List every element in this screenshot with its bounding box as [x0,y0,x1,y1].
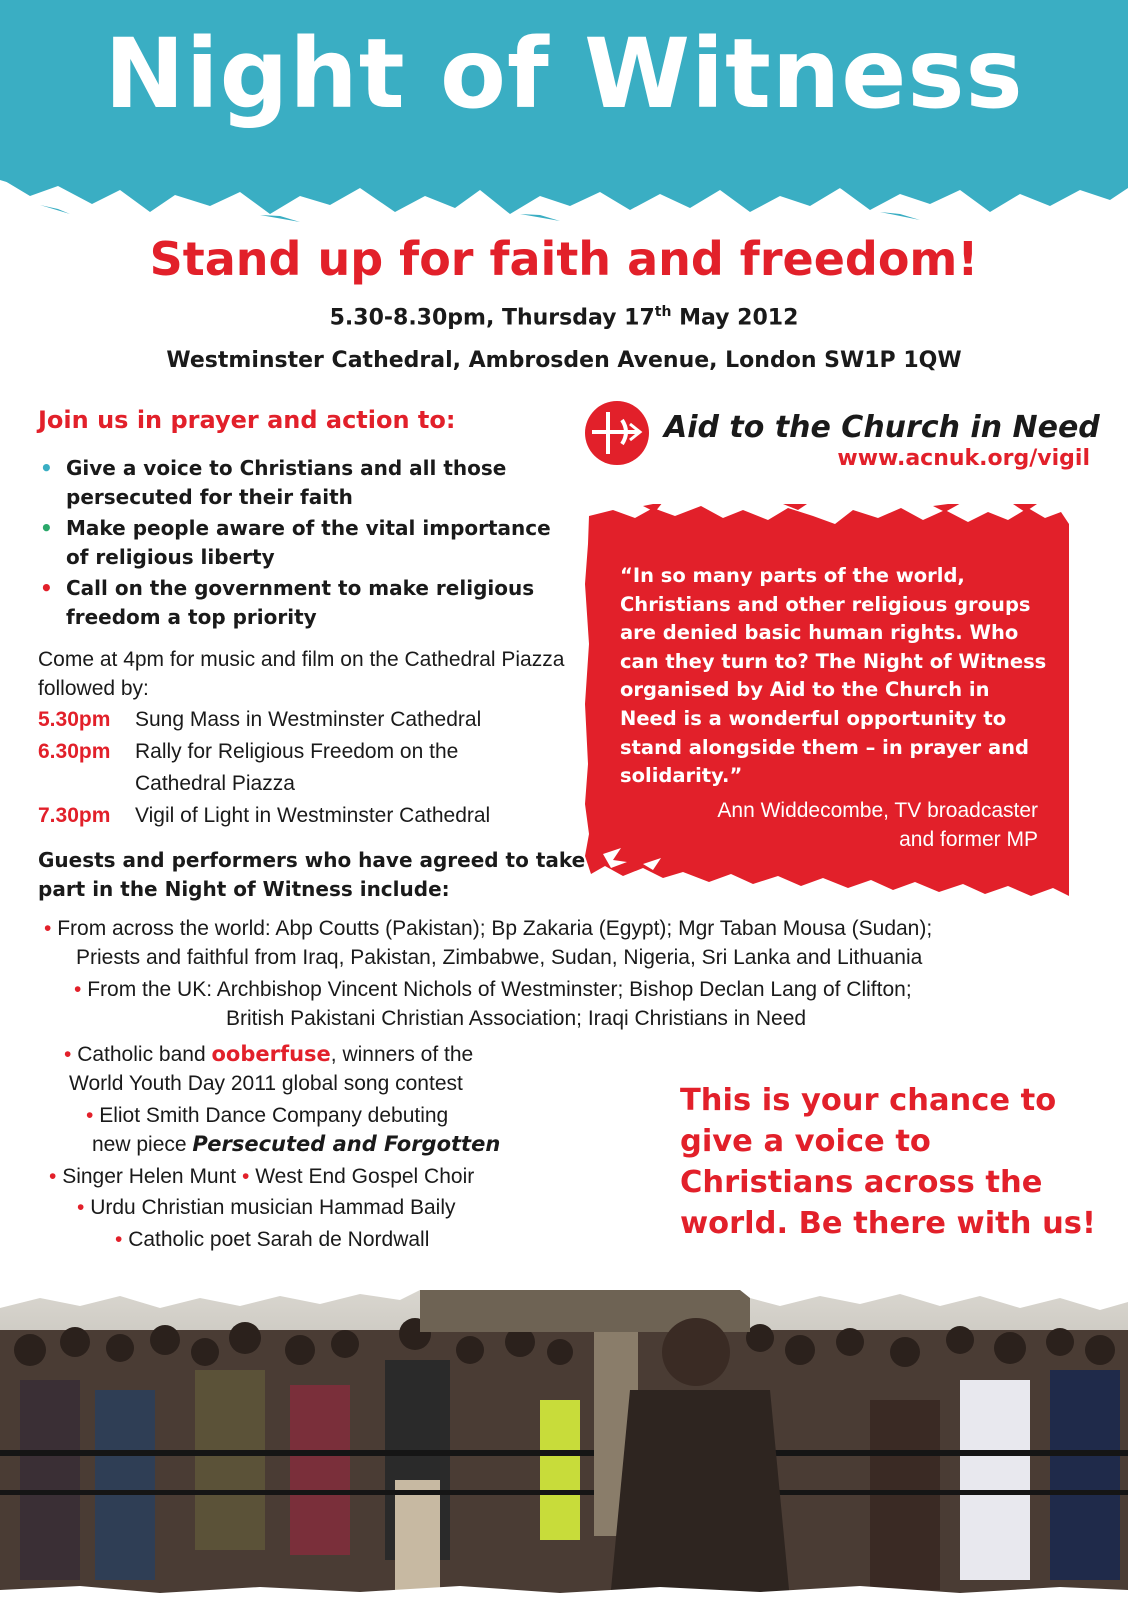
organisation-url[interactable]: www.acnuk.org/vigil [837,446,1090,471]
join-heading: Join us in prayer and action to: [38,406,456,434]
schedule-time: 5.30pm [38,708,111,731]
bullet-icon: • [86,1104,94,1127]
schedule-item [38,800,598,832]
guest-line [86,1101,448,1130]
event-venue: Westminster Cathedral, Ambrosden Avenue, London SW1P 1QW [166,348,962,373]
intro-text: Come at 4pm for music and film on the Cathedral Piazza followed by: [38,648,565,700]
schedule-text: Rally for Religious Freedom on the Cathedral Piazza [135,740,459,795]
guest-text: Catholic poet Sarah de Nordwall [128,1228,430,1251]
schedule-time: 7.30pm [38,804,111,827]
bullet-icon: • [49,1165,57,1188]
guest-text: West End Gospel Choir [255,1165,475,1188]
headline: Stand up for faith and freedom! [149,232,979,286]
bullet-icon: • [74,978,82,1001]
page-title: Night of Witness [104,18,1024,130]
dance-piece-title: Persecuted and Forgotten [192,1132,501,1156]
bullet-icon: • [40,516,53,540]
schedule-text: Vigil of Light in Westminster Cathedral [135,804,491,827]
acn-logo-icon [584,400,650,466]
guest-line [92,1130,500,1159]
bullet-icon: • [115,1228,123,1251]
guests-heading: Guests and performers who have agreed to take part in the Night of Witness include: [38,848,586,901]
aim-text: Make people aware of the vital importance of religious liberty [66,516,551,569]
event-date-month: May 2012 [671,305,799,331]
bullet-icon: • [44,917,52,940]
guest-line: Priests and faithful from Iraq, Pakistan, Zimbabwe, Sudan, Nigeria, Sri Lanka and Lithuania [76,946,923,969]
event-date-main: 5.30-8.30pm, Thursday 17 [329,305,655,331]
guest-line [77,1193,456,1222]
call-to-action: This is your chance to give a voice to Christians across the world. Be there with us! [680,1083,1096,1241]
bullet-icon: • [40,456,53,480]
schedule-time: 6.30pm [38,740,111,763]
guest-text: Singer Helen Munt [62,1165,237,1188]
event-date-ordinal: th [654,304,672,320]
aim-item [38,574,578,632]
guest-text: Catholic band [77,1043,212,1066]
quote-attribution: Ann Widdecombe, TV broadcaster and former MP [717,799,1038,851]
schedule [38,704,598,832]
guest-text: new piece [92,1133,193,1156]
guest-text: From the UK: Archbishop Vincent Nichols of Westminster; Bishop Declan Lang of Clifton; [87,978,912,1001]
guest-line [64,1040,473,1069]
guest-text: From across the world: Abp Coutts (Pakistan); Bp Zakaria (Egypt); Mgr Taban Mousa (Sudan); [57,917,933,940]
aims-list [38,454,578,634]
guest-text: Eliot Smith Dance Company debuting [99,1104,449,1127]
aim-text: Call on the government to make religious freedom a top priority [66,576,535,629]
quote-text: “In so many parts of the world, Christians and other religious groups are denied basic human rights. Who can they turn to? The Night of Witness organised by Aid to the Church in Need is a wonderful opportunity to stand alongside them – in prayer and solidarity.” [620,564,1047,788]
guest-line [74,975,912,1004]
aim-item [38,514,578,572]
schedule-item [38,704,598,736]
guest-text: , winners of the [330,1043,474,1066]
guest-line [115,1225,429,1254]
bullet-icon: • [241,1165,250,1188]
crowd-photo [0,1290,1128,1600]
guest-line: British Pakistani Christian Association; Iraqi Christians in Need [226,1007,807,1030]
guest-line: World Youth Day 2011 global song contest [69,1072,463,1095]
event-date [0,304,1128,330]
schedule-item [38,736,598,800]
schedule-text: Sung Mass in Westminster Cathedral [135,708,482,731]
guest-line [44,914,932,943]
organisation-name: Aid to the Church in Need [664,410,1100,445]
guest-text: Urdu Christian musician Hammad Baily [90,1196,456,1219]
header-banner [0,0,1128,230]
band-name: ooberfuse [211,1042,331,1066]
bullet-icon: • [40,576,53,600]
bullet-icon: • [77,1196,85,1219]
aim-item [38,454,578,512]
aim-text: Give a voice to Christians and all those persecuted for their faith [66,456,507,509]
guest-line [49,1162,474,1191]
bullet-icon: • [64,1043,72,1066]
